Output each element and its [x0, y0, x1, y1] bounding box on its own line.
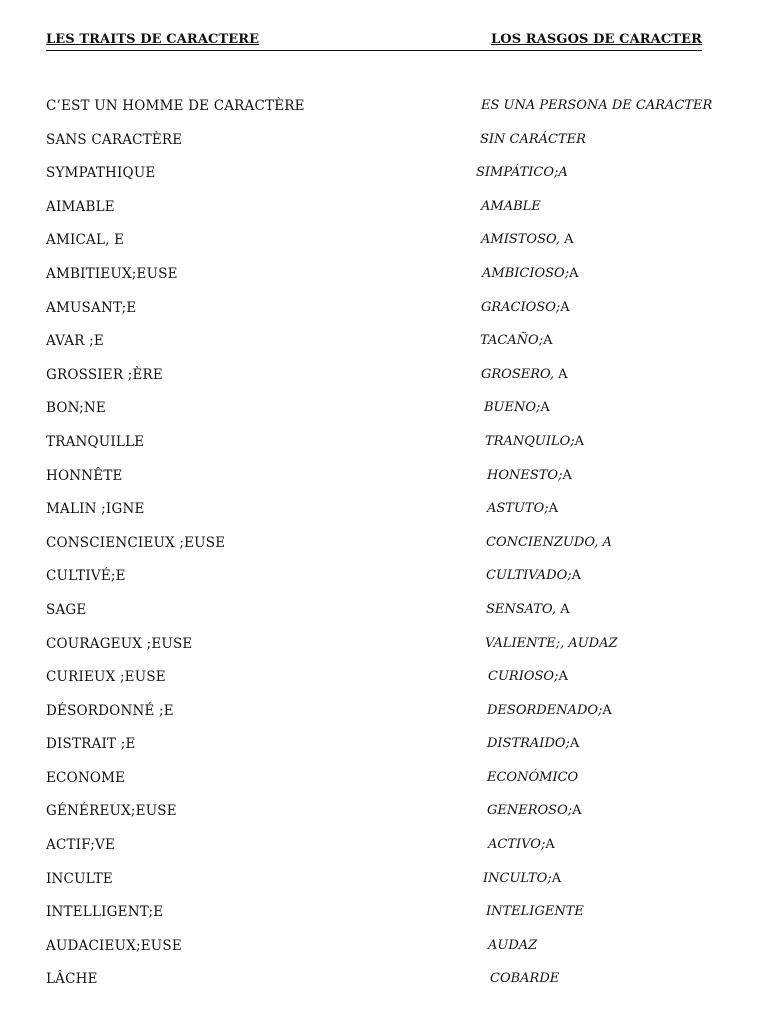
spanish-term-text: GENEROSO; [487, 803, 573, 819]
french-term: HONNÊTE [46, 467, 123, 484]
spanish-term-text: CONCIENZUDO, A [486, 534, 612, 550]
spanish-term-text: AMISTOSO, [481, 232, 561, 248]
french-term: ACTIF;VE [46, 837, 116, 854]
vocabulary-row [0, 736, 768, 770]
spanish-term [485, 434, 584, 449]
vocabulary-row [0, 904, 768, 938]
vocabulary-row [0, 400, 768, 434]
vocabulary-row [0, 232, 768, 266]
spanish-term-text: SENSATO, [486, 601, 557, 617]
vocabulary-row [0, 602, 768, 636]
spanish-term-suffix: A [569, 736, 580, 752]
vocabulary-row [0, 333, 768, 367]
spanish-term-text: AMABLE [481, 198, 541, 214]
spanish-term-text: DESORDENADO; [487, 702, 603, 718]
spanish-term-text: AUDAZ [488, 937, 538, 953]
spanish-term-suffix: A [562, 467, 572, 483]
french-term: AVAR ;E [46, 333, 104, 350]
spanish-term-text: BUENO; [484, 400, 541, 416]
spanish-term-suffix: A [554, 366, 568, 382]
spanish-term [485, 636, 618, 651]
spanish-term [488, 837, 555, 852]
spanish-column-title: LOS RASGOS DE CARACTER [491, 32, 702, 47]
french-term: SANS CARACTÈRE [46, 131, 183, 148]
vocabulary-row [0, 837, 768, 871]
spanish-term-suffix: A [556, 601, 570, 617]
spanish-term [481, 199, 541, 214]
french-term: GÉNÉREUX;EUSE [46, 803, 177, 820]
spanish-term-suffix: A [540, 400, 550, 416]
spanish-term-text: DISTRAIDO; [487, 736, 570, 752]
french-term: MALIN ;IGNE [46, 501, 145, 518]
french-term: AUDACIEUX;EUSE [46, 937, 182, 954]
vocabulary-row [0, 434, 768, 468]
spanish-term-text: CURIOSO; [488, 669, 559, 685]
french-term: AMUSANT;E [46, 299, 137, 316]
spanish-term-suffix: A [569, 265, 579, 281]
french-term: GROSSIER ;ÈRE [46, 366, 163, 383]
spanish-term [481, 300, 570, 315]
spanish-term [486, 568, 581, 583]
spanish-term-text: SIMPÁTICO;A [476, 165, 568, 181]
spanish-term-suffix: A [571, 568, 582, 584]
spanish-term-suffix: A [560, 232, 574, 248]
spanish-term [486, 602, 570, 617]
french-term: COURAGEUX ;EUSE [46, 635, 193, 652]
spanish-term-text: SIN CARÁCTER [480, 131, 586, 147]
spanish-term [487, 703, 612, 718]
french-term: SAGE [46, 601, 87, 618]
spanish-term-text: HONESTO; [487, 467, 563, 483]
spanish-term [476, 165, 568, 180]
spanish-term [484, 400, 550, 415]
french-term: CULTIVÉ;E [46, 568, 126, 585]
vocabulary-row [0, 501, 768, 535]
spanish-term [487, 501, 558, 516]
vocabulary-row [0, 636, 768, 670]
french-term: AMBITIEUX;EUSE [46, 265, 178, 282]
spanish-term [488, 669, 568, 684]
vocabulary-row [0, 971, 768, 1005]
french-term: ECONOME [46, 769, 126, 786]
spanish-term [481, 232, 574, 247]
french-term: CURIEUX ;EUSE [46, 669, 166, 686]
spanish-term-suffix: A [574, 433, 585, 449]
spanish-term-suffix: A [545, 837, 555, 853]
french-term: CONSCIENCIEUX ;EUSE [46, 534, 226, 551]
spanish-term [487, 736, 579, 751]
spanish-term-text: TACAÑO; [480, 333, 544, 349]
spanish-term-suffix: A [551, 870, 562, 886]
french-column-title: LES TRAITS DE CARACTERE [46, 32, 260, 47]
spanish-term-suffix: A [543, 333, 553, 349]
vocabulary-row [0, 803, 768, 837]
spanish-term-text: ES UNA PERSONA DE CARACTER [481, 98, 713, 113]
spanish-term-suffix: A [602, 702, 612, 718]
french-term: DÉSORDONNÉ ;E [46, 702, 174, 719]
french-term: DISTRAIT ;E [46, 736, 136, 753]
french-term: C’EST UN HOMME DE CARACTÈRE [46, 98, 305, 114]
french-term: INTELLIGENT;E [46, 904, 164, 921]
spanish-term [483, 871, 561, 886]
spanish-term-text: ACTIVO; [488, 837, 546, 853]
spanish-term-suffix: A [560, 299, 570, 315]
spanish-term [480, 132, 586, 147]
vocabulary-row [0, 468, 768, 502]
spanish-term-text: ASTUTO; [487, 501, 549, 517]
french-term: BON;NE [46, 400, 106, 417]
spanish-term [480, 333, 553, 348]
vocabulary-row [0, 199, 768, 233]
vocabulary-row [0, 535, 768, 569]
french-term: INCULTE [46, 870, 113, 887]
spanish-term [486, 904, 584, 919]
vocabulary-row [0, 367, 768, 401]
spanish-term [486, 535, 612, 550]
spanish-term-text: INTELIGENTE [486, 904, 584, 920]
vocabulary-row [0, 98, 768, 132]
spanish-term-text: ECONÓMICO [487, 769, 579, 785]
table-header [46, 32, 702, 51]
vocabulary-list [0, 98, 768, 1005]
vocabulary-row [0, 770, 768, 804]
spanish-term-text: CULTIVADO; [486, 568, 572, 584]
spanish-term [488, 938, 537, 953]
french-term: TRANQUILLE [46, 433, 145, 450]
spanish-term [487, 468, 572, 483]
vocabulary-row [0, 703, 768, 737]
french-term: LÂCHE [46, 971, 98, 988]
vocabulary-row [0, 669, 768, 703]
spanish-term-text: INCULTO; [483, 870, 552, 886]
vocabulary-row [0, 568, 768, 602]
vocabulary-row [0, 871, 768, 905]
spanish-term [481, 367, 568, 382]
spanish-term-text: TRANQUILO; [485, 433, 575, 449]
vocabulary-row [0, 165, 768, 199]
french-term: AMICAL, E [46, 232, 125, 249]
vocabulary-row [0, 132, 768, 166]
vocabulary-row [0, 300, 768, 334]
spanish-term [490, 971, 559, 986]
spanish-term-text: GROSERO, [481, 366, 555, 382]
french-term: SYMPATHIQUE [46, 165, 156, 182]
spanish-term-suffix: A [548, 501, 559, 517]
spanish-term-text: VALIENTE;, AUDAZ [485, 635, 618, 651]
spanish-term-text: GRACIOSO; [481, 299, 561, 315]
spanish-term-suffix: A [572, 803, 582, 819]
spanish-term-suffix: A [558, 669, 568, 685]
spanish-term [487, 803, 582, 818]
vocabulary-row [0, 938, 768, 972]
spanish-term-text: COBARDE [490, 971, 560, 987]
spanish-term-text: AMBICIOSO; [482, 265, 570, 281]
french-term: AIMABLE [46, 198, 115, 215]
vocabulary-row [0, 266, 768, 300]
spanish-term [482, 266, 578, 281]
spanish-term [487, 770, 578, 785]
spanish-term [481, 98, 712, 113]
